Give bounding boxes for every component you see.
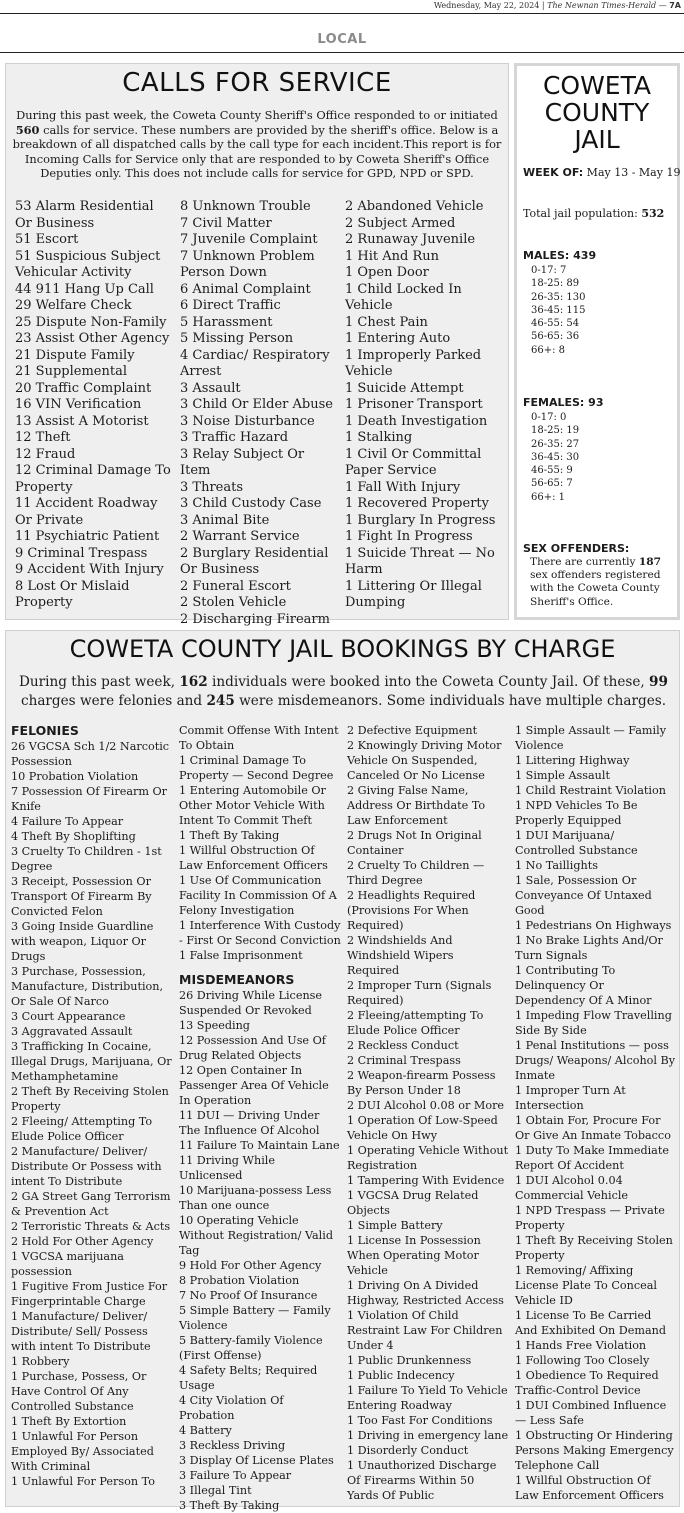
list-item: 36-45: 115 [531,304,586,316]
sex-offenders-heading: SEX OFFENDERS: [523,542,630,555]
list-item: 1 Entering Auto [345,331,451,346]
list-item: 51 Suspicious Subject Vehicular Activity [15,248,161,280]
page-header [0,0,684,14]
list-item: 1 Suicide Threat — No Harm [345,545,495,577]
list-item: 3 Traffic Hazard [180,430,289,445]
list-item: 2 Runaway Juvenile [345,232,476,247]
list-item: 3 Illegal Tint [179,1484,252,1497]
list-item: 2 DUI Alcohol 0.08 or More [347,1099,505,1112]
list-item: 4 Battery [179,1424,232,1437]
list-item: 56-65: 36 [531,331,580,343]
list-item: 1 Fugitive From Justice For Fingerprintable Charge [11,1280,168,1308]
list-item: 8 Lost Or Mislaid Property [15,578,130,610]
list-item: 1 License To Be Carried And Exhibited On Demand [515,1309,667,1337]
list-item: 13 Assist A Motorist [15,413,149,429]
list-item: 1 Public Drunkenness [347,1354,472,1367]
bookings-column [347,723,509,1503]
list-item: 6 Animal Complaint [180,281,311,297]
list-item: 5 Battery-family Violence (First Offense) [179,1334,323,1362]
list-item: 1 Unlawful For Person To [11,1475,155,1488]
list-item: 12 Possession And Use Of Drug Related Objects [179,1034,326,1062]
jail-bookings-panel [5,630,680,1512]
list-item: 3 Theft By Taking [179,1499,280,1512]
list-item: 1 Obstructing Or Hindering Persons Making Emergency Telephone Call [515,1429,674,1472]
list-item: 2 Terroristic Threats & Acts [11,1220,171,1233]
list-item: 3 Relay Subject Or Item [180,446,305,478]
list-item: 25 Dispute Non-Family [15,314,167,330]
list-item: 1 Disorderly Conduct [347,1444,469,1457]
list-item: 3 Child Or Elder Abuse [180,397,333,412]
list-item: 1 Theft By Extortion [11,1415,127,1428]
list-item: 2 Knowingly Driving Motor Vehicle On Suspended, Canceled Or No License [347,739,502,782]
list-item: 3 Failure To Appear [179,1469,292,1482]
list-item: 1 Failure To Yield To Vehicle Entering Roadway [347,1384,508,1412]
males-age-list [531,264,585,357]
jail-population-panel [514,63,680,620]
list-item: 2 Criminal Trespass [347,1054,461,1067]
list-item: 3 Threats [180,479,244,495]
bookings-column [515,723,677,1503]
list-item: 53 Alarm Residential Or Business [15,199,154,231]
list-item: 1 Manufacture/ Deliver/ Distribute/ Sell/ Possess with intent To Distribute [11,1310,151,1353]
list-item: 1 Unauthorized Discharge Of Firearms Within 50 Yards Of Public [347,1459,497,1502]
females-age-list [531,411,579,504]
bookings-intro-text: During this past week, [19,674,180,690]
list-item: 12 Fraud [15,446,76,462]
calls-title: CALLS FOR SERVICE [122,68,392,98]
list-item: 2 Fleeing/attempting To Elude Police Officer [347,1009,484,1037]
list-item: 7 Juvenile Complaint [180,232,318,247]
list-item: 1 Driving in emergency lane [347,1429,509,1442]
bookings-intro-text: individuals were booked into the Coweta County Jail. Of these, [207,674,650,690]
list-item: 1 Penal Institutions — poss Drugs/ Weapons/ Alcohol By Inmate [515,1039,676,1082]
list-item: 1 Theft By Receiving Stolen Property [515,1234,673,1262]
females-heading: FEMALES: 93 [523,396,604,409]
list-item: 18-25: 89 [531,278,580,290]
list-item: 1 Simple Battery [347,1219,443,1232]
jail-title [517,72,677,153]
list-item: 23 Assist Other Agency [15,331,170,346]
list-item: 2 Drugs Not In Original Container [347,829,482,857]
list-item: 44 911 Hang Up Call [15,281,154,297]
misdemeanors-list-continued [515,723,677,1503]
list-item: 1 Suicide Attempt [345,380,464,396]
calls-column [15,199,173,612]
list-item: 1 Operating Vehicle Without Registration [347,1144,509,1172]
bookings-intro [12,673,675,711]
list-item: 2 Stolen Vehicle [180,595,287,610]
list-item: 21 Dispute Family [15,347,135,363]
list-item: 3 Display Of License Plates [179,1454,334,1467]
list-item: 29 Welfare Check [15,298,132,313]
list-item: 11 DUI — Driving Under The Influence Of Alcohol [179,1109,320,1137]
list-item: 20 Traffic Complaint [15,380,152,396]
list-item: 5 Simple Battery — Family Violence [179,1304,331,1332]
jail-title-line: COWETA [542,71,652,100]
list-item: 66+: 1 [531,491,566,503]
list-item: 26-35: 130 [531,291,586,303]
list-item: 1 Too Fast For Conditions [347,1414,493,1427]
list-item: 0-17: 7 [531,265,567,276]
list-item: 2 Burglary Residential Or Business [180,545,329,577]
list-item: 1 NPD Vehicles To Be Properly Equipped [515,799,638,827]
list-item: 9 Hold For Other Agency [179,1259,322,1272]
list-item: 2 Reckless Conduct [347,1039,459,1052]
week-of [523,166,680,179]
bookings-column [179,723,341,1513]
list-item: 3 Purchase, Possession, Manufacture, Distribution, Or Sale Of Narco [11,965,164,1008]
calls-intro-text: During this past week, the Coweta County Sheriff's Office responded to or initiated [16,108,498,122]
sex-offender-count: 187 [638,556,661,568]
list-item: 1 Criminal Damage To Property — Second Degree [179,754,334,782]
jail-title-line: COUNTY [544,98,650,127]
list-item: 1 Child Restraint Violation [515,784,666,797]
list-item: 1 Hit And Run [345,248,440,264]
list-item: 2 Giving False Name, Address Or Birthdate To Law Enforcement [347,784,486,827]
total-value: 532 [641,207,665,220]
list-item: 1 Prisoner Transport [345,397,483,412]
list-item: 1 Stalking [345,430,413,445]
page-number: 7A [669,1,681,10]
list-item: 1 Tampering With Evidence [347,1174,505,1187]
list-item: 7 Unknown Problem Person Down [180,248,315,280]
list-item: 1 License In Possession When Operating Motor Vehicle [347,1234,481,1277]
list-item: Commit Offense With Intent To Obtain [179,724,339,752]
list-item: 2 Improper Turn (Signals Required) [347,979,492,1007]
list-item: 1 Sale, Possession Or Conveyance Of Untaxed Good [515,874,652,917]
list-item: 7 Possession Of Firearm Or Knife [11,785,168,813]
header-separator: | [541,1,545,10]
list-item: 1 Improperly Parked Vehicle [345,347,482,379]
list-item: 26 Driving While License Suspended Or Revoked [179,989,323,1017]
list-item: 2 Defective Equipment [347,724,478,737]
list-item: 1 Impeding Flow Travelling Side By Side [515,1009,672,1037]
list-item: 1 Littering Or Illegal Dumping [345,578,482,610]
list-item: 66+: 8 [531,344,566,356]
list-item: 1 VGCSA Drug Related Objects [347,1189,479,1217]
list-item: 2 Cruelty To Children — Third Degree [347,859,485,887]
week-value: May 13 - May 19 [583,166,681,179]
list-item: 2 Warrant Service [180,529,300,544]
list-item: 3 Child Custody Case [180,496,322,511]
list-item: 51 Escort [15,232,79,247]
misdemeanors-list-continued [347,723,509,1503]
list-item: 3 Going Inside Guardline with weapon, Liquor Or Drugs [11,920,154,963]
list-item: 1 Robbery [11,1355,70,1368]
list-item: 1 Unlawful For Person Employed By/ Associated With Criminal [11,1430,154,1473]
section-label: LOCAL [317,32,367,47]
list-item: 26-35: 27 [531,438,580,450]
jail-title-line: JAIL [574,125,620,154]
list-item: 1 No Brake Lights And/Or Turn Signals [515,934,663,962]
list-item: 4 City Violation Of Probation [179,1394,284,1422]
list-item: 1 Obtain For, Procure For Or Give An Inmate Tobacco [515,1114,671,1142]
list-item: 1 Pedestrians On Highways [515,919,672,932]
list-item: 8 Probation Violation [179,1274,300,1287]
list-item: 2 Theft By Receiving Stolen Property [11,1085,169,1113]
list-item: 2 Headlights Required (Provisions For When Required) [347,889,476,932]
list-item: 4 Theft By Shoplifting [11,830,136,843]
calls-intro-text: calls for service. These numbers are provided by the sheriff's office. Below is a breakdown of all dispatched calls by the call type for each incident.This report is for Incoming Calls for Service only that are responded to by Coweta Sheriff's Office Deputies only. This does not include calls for service for GPD, NPD or SPD. [12,122,502,181]
section-rule [0,52,684,53]
felonies-heading: FELONIES [11,723,79,738]
list-item: 18-25: 19 [531,425,580,437]
list-item: 2 Weapon-firearm Possess By Person Under 18 [347,1069,496,1097]
list-item: 2 Windshields And Windshield Wipers Required [347,934,454,977]
list-item: 3 Aggravated Assault [11,1025,133,1038]
list-item: 46-55: 9 [531,465,573,477]
list-item: 1 Use Of Communication Facility In Commission Of A Felony Investigation [179,874,337,917]
list-item: 1 Theft By Taking [179,829,280,842]
list-item: 46-55: 54 [531,318,580,330]
list-item: 3 Trafficking In Cocaine, Illegal Drugs, Marijuana, Or Methamphetamine [11,1040,172,1083]
list-item: 1 Operation Of Low-Speed Vehicle On Hwy [347,1114,498,1142]
sex-text: There are currently [530,556,639,568]
list-item: 1 False Imprisonment [179,949,303,962]
list-item: 3 Receipt, Possession Or Transport Of Firearm By Convicted Felon [11,875,152,918]
bookings-intro-text: were misdemeanors. Some individuals have multiple charges. [234,693,667,709]
list-item: 2 GA Street Gang Terrorism & Prevention Act [11,1190,171,1218]
list-item: 3 Assault [180,380,241,396]
total-population [523,207,664,220]
list-item: 3 Noise Disturbance [180,413,315,429]
list-item: 1 Child Locked In Vehicle [345,281,462,313]
list-item: 2 Fleeing/ Attempting To Elude Police Officer [11,1115,153,1143]
list-item: 1 Death Investigation [345,413,488,429]
calls-count: 560 [15,122,40,137]
total-label: Total jail population: [523,207,642,220]
list-item: 2 Discharging Firearm [180,611,330,627]
list-item: 1 Driving On A Divided Highway, Restricted Access [347,1279,504,1307]
list-item: 2 Hold For Other Agency [11,1235,154,1248]
issue-date: Wednesday, May 22, 2024 [433,1,540,10]
list-item: 1 Open Door [345,265,429,280]
misdemeanors-list [179,988,341,1513]
list-item: 1 NPD Trespass — Private Property [515,1204,665,1232]
list-item: 5 Missing Person [180,331,294,346]
list-item: 1 Interference With Custody - First Or Second Conviction [179,919,341,947]
list-item: 10 Marijuana-possess Less Than one ounce [179,1184,332,1212]
list-item: 1 Simple Assault — Family Violence [515,724,667,752]
list-item: 1 Fight In Progress [345,529,473,544]
males-heading: MALES: 439 [523,249,597,262]
list-item: 3 Court Appearance [11,1010,126,1023]
list-item: 5 Harassment [180,314,273,330]
list-item: 10 Probation Violation [11,770,139,783]
list-item: 1 Improper Turn At Intersection [515,1084,626,1112]
felony-count: 99 [649,674,668,690]
calls-intro [12,108,502,181]
list-item: 1 Recovered Property [345,496,489,511]
list-item: 7 Civil Matter [180,215,272,231]
list-item: 2 Abandoned Vehicle [345,199,484,214]
newspaper-name: The Newnan Times-Herald [547,1,657,10]
list-item: 1 Contributing To Delinquency Or Dependency Of A Minor [515,964,652,1007]
list-item: 1 DUI Combined Influence — Less Safe [515,1399,667,1427]
list-item: 1 Obedience To Required Traffic-Control Device [515,1369,659,1397]
list-item: 1 DUI Marijuana/ Controlled Substance [515,829,638,857]
list-item: 7 No Proof Of Insurance [179,1289,318,1302]
list-item: 1 Burglary In Progress [345,512,496,528]
misdemeanor-count: 245 [206,693,235,709]
calls-column [345,199,503,612]
list-item: 1 Violation Of Child Restraint Law For Children Under 4 [347,1309,503,1352]
calls-for-service-panel [5,63,509,627]
list-item: 1 Duty To Make Immediate Report Of Accident [515,1144,669,1172]
header-rule [0,13,684,14]
list-item: 11 Psychiatric Patient [15,529,160,544]
list-item: 1 Civil Or Committal Paper Service [345,446,482,478]
list-item: 1 Hands Free Violation [515,1339,647,1352]
list-item: 9 Accident With Injury [15,562,164,577]
list-item: 11 Failure To Maintain Lane [179,1139,340,1152]
list-item: 36-45: 30 [531,451,580,463]
bookings-title: COWETA COUNTY JAIL BOOKINGS BY CHARGE [69,635,616,663]
list-item: 1 Removing/ Affixing License Plate To Conceal Vehicle ID [515,1264,657,1307]
list-item: 12 Criminal Damage To Property [15,463,171,495]
list-item: 1 Public Indecency [347,1369,455,1382]
list-item: 1 DUI Alcohol 0.04 Commercial Vehicle [515,1174,629,1202]
list-item: 11 Accident Roadway Or Private [15,496,158,528]
list-item: 2 Funeral Escort [180,578,291,594]
sex-offenders-text [530,556,676,609]
list-item: 1 Entering Automobile Or Other Motor Vehicle With Intent To Commit Theft [179,784,326,827]
list-item: 56-65: 7 [531,478,573,490]
list-item: 1 Purchase, Possess, Or Have Control Of Any Controlled Substance [11,1370,147,1413]
list-item: 1 Fall With Injury [345,479,461,495]
bookings-intro-text: charges were felonies and [20,693,207,709]
list-item: 1 Simple Assault [515,769,610,782]
list-item: 1 Littering Highway [515,754,630,767]
list-item: 11 Driving While Unlicensed [179,1154,275,1182]
list-item: 1 VGCSA marijuana possession [11,1250,124,1278]
list-item: 4 Safety Belts; Required Usage [179,1364,318,1392]
header-info [434,0,681,12]
list-item: 12 Theft [15,430,71,445]
list-item: 21 Supplemental [15,364,127,379]
felonies-list-continued [179,723,341,963]
list-item: 10 Operating Vehicle Without Registration/ Valid Tag [179,1214,333,1257]
list-item: 13 Speeding [179,1019,250,1032]
list-item: 3 Cruelty To Children - 1st Degree [11,845,162,873]
bookings-column [11,723,173,1489]
list-item: 3 Reckless Driving [179,1439,286,1452]
list-item: 9 Criminal Trespass [15,545,148,561]
list-item: 26 VGCSA Sch 1/2 Narcotic Possession [11,740,170,768]
list-item: 2 Subject Armed [345,215,456,231]
list-item: 4 Failure To Appear [11,815,124,828]
list-item: 8 Unknown Trouble [180,199,311,214]
list-item: 3 Animal Bite [180,512,270,528]
header-dash: — [658,1,667,10]
list-item: 1 Willful Obstruction Of Law Enforcement Officers [179,844,328,872]
list-item: 16 VIN Verification [15,397,142,412]
list-item: 6 Direct Traffic [180,298,281,313]
list-item: 1 Following Too Closely [515,1354,650,1367]
list-item: 2 Manufacture/ Deliver/ Distribute Or Possess with intent To Distribute [11,1145,162,1188]
list-item: 1 Willful Obstruction Of Law Enforcement Officers [515,1474,664,1502]
booked-count: 162 [179,674,208,690]
week-label: WEEK OF: [523,166,584,179]
calls-column [180,199,338,628]
list-item: 12 Open Container In Passenger Area Of Vehicle In Operation [179,1064,329,1107]
sex-text: sex offenders registered with the Coweta County Sheriff's Office. [530,569,661,608]
misdemeanors-heading: MISDEMEANORS [179,972,295,987]
list-item: 4 Cardiac/ Respiratory Arrest [180,347,330,379]
felonies-list [11,739,173,1489]
list-item: 0-17: 0 [531,412,567,423]
list-item: 1 No Taillights [515,859,598,872]
list-item: 1 Chest Pain [345,314,428,330]
